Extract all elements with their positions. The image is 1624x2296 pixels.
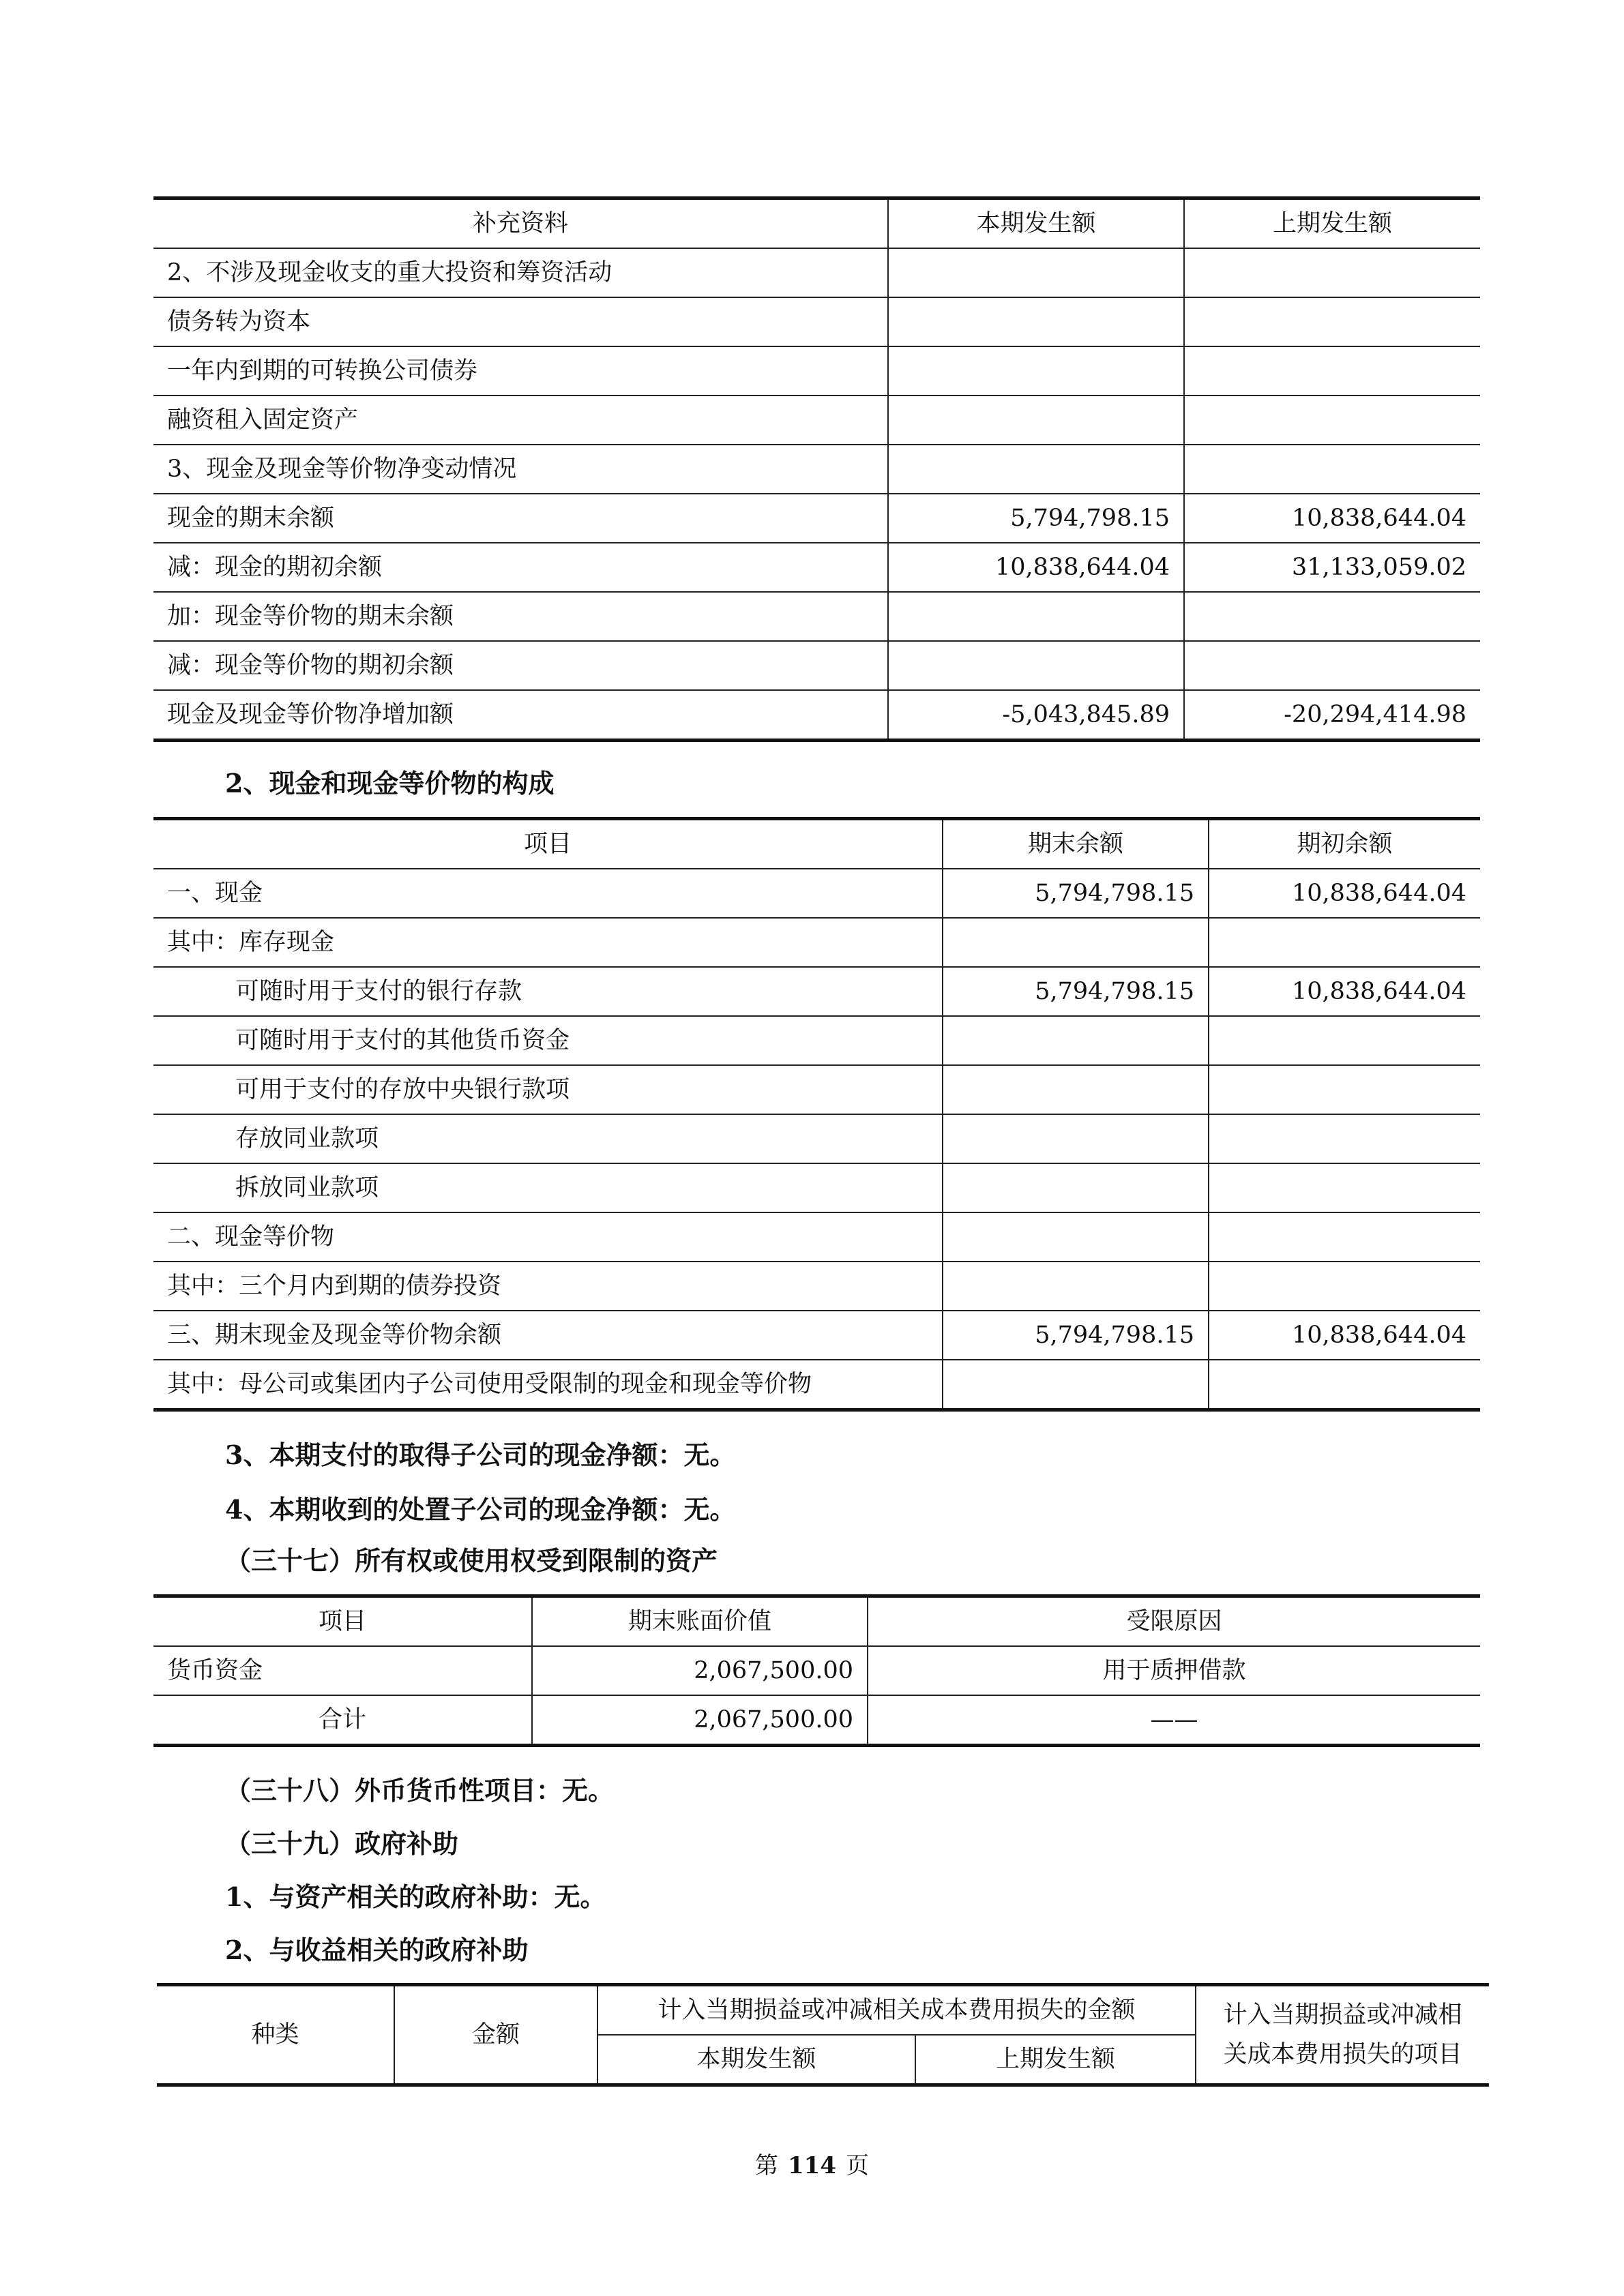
current-period-value — [888, 346, 1184, 396]
row-label: 一年内到期的可转换公司债券 — [153, 346, 888, 396]
row-label: 可随时用于支付的其他货币资金 — [153, 1016, 943, 1065]
prior-period-value: -20,294,414.98 — [1184, 690, 1480, 741]
ending-balance — [943, 1016, 1209, 1065]
header-cell: 受限原因 — [868, 1596, 1480, 1647]
ending-balance: 5,794,798.15 — [943, 869, 1209, 918]
table-row — [153, 641, 1480, 690]
header-cell: 期末余额 — [943, 819, 1209, 869]
prior-period-value — [1184, 445, 1480, 494]
header-group: 计入当期损益或冲减相关成本费用损失的金额 — [597, 1985, 1196, 2036]
header-cell: 补充资料 — [153, 198, 888, 249]
header-item-line1: 计入当期损益或冲减相 — [1223, 2001, 1462, 2029]
current-period-value: -5,043,845.89 — [888, 690, 1184, 741]
row-label: 三、期末现金及现金等价物余额 — [153, 1311, 943, 1360]
header-cell: 上期发生额 — [1184, 198, 1480, 249]
header-cell: 项目 — [153, 1596, 532, 1647]
row-label: 现金的期末余额 — [153, 494, 888, 543]
row-label: 融资租入固定资产 — [153, 396, 888, 445]
section-heading: 1、与资产相关的政府补助：无。 — [225, 1881, 606, 1912]
opening-balance: 10,838,644.04 — [1209, 1311, 1480, 1360]
header-item-line2: 关成本费用损失的项目 — [1223, 2041, 1462, 2068]
current-period-value — [888, 396, 1184, 445]
row-label: 减：现金的期初余额 — [153, 543, 888, 592]
header-type: 种类 — [157, 1985, 394, 2085]
row-label: 债务转为资本 — [153, 297, 888, 346]
opening-balance — [1209, 1163, 1480, 1212]
row-label: 货币资金 — [153, 1646, 532, 1695]
row-label: 3、现金及现金等价物净变动情况 — [153, 445, 888, 494]
table-row — [153, 1262, 1480, 1311]
page-number: 114 — [788, 2152, 836, 2179]
header-cell: 项目 — [153, 819, 943, 869]
prior-period-value: 31,133,059.02 — [1184, 543, 1480, 592]
current-period-value — [888, 592, 1184, 641]
ending-balance — [943, 1163, 1209, 1212]
book-value: 2,067,500.00 — [532, 1695, 868, 1746]
section-heading: （三十九）政府补助 — [225, 1828, 459, 1859]
row-label: 加：现金等价物的期末余额 — [153, 592, 888, 641]
prior-period-value — [1184, 248, 1480, 297]
ending-balance — [943, 1065, 1209, 1114]
section-heading: 2、现金和现金等价物的构成 — [225, 768, 555, 799]
opening-balance — [1209, 1360, 1480, 1410]
header-prior-period: 上期发生额 — [915, 2035, 1196, 2085]
page-footer — [0, 2147, 1624, 2180]
table-row — [153, 445, 1480, 494]
prior-period-value — [1184, 592, 1480, 641]
table-row — [153, 1114, 1480, 1163]
opening-balance — [1209, 1065, 1480, 1114]
prior-period-value — [1184, 297, 1480, 346]
restricted-assets-table — [153, 1594, 1480, 1747]
current-period-value: 10,838,644.04 — [888, 543, 1184, 592]
opening-balance: 10,838,644.04 — [1209, 869, 1480, 918]
row-label: 2、不涉及现金收支的重大投资和筹资活动 — [153, 248, 888, 297]
section-heading: 3、本期支付的取得子公司的现金净额：无。 — [225, 1440, 736, 1470]
opening-balance — [1209, 1262, 1480, 1311]
table-row — [153, 1016, 1480, 1065]
table-row — [153, 248, 1480, 297]
restriction-reason: 用于质押借款 — [868, 1646, 1480, 1695]
table-row — [153, 869, 1480, 918]
row-label: 二、现金等价物 — [153, 1212, 943, 1262]
header-cell: 期初余额 — [1209, 819, 1480, 869]
section-heading: 4、本期收到的处置子公司的现金净额：无。 — [225, 1494, 736, 1525]
row-label: 拆放同业款项 — [153, 1163, 943, 1212]
current-period-value — [888, 248, 1184, 297]
table-row — [153, 1212, 1480, 1262]
table-row — [153, 1311, 1480, 1360]
ending-balance — [943, 1360, 1209, 1410]
header-item — [1196, 1985, 1489, 2085]
current-period-value — [888, 297, 1184, 346]
row-label: 存放同业款项 — [153, 1114, 943, 1163]
table-header-row — [157, 1985, 1489, 2036]
cash-composition-table — [153, 817, 1480, 1412]
opening-balance — [1209, 1212, 1480, 1262]
table-row — [153, 1360, 1480, 1410]
row-label: 现金及现金等价物净增加额 — [153, 690, 888, 741]
supplementary-cashflow-table — [153, 196, 1480, 742]
row-label: 一、现金 — [153, 869, 943, 918]
header-amount: 金额 — [394, 1985, 597, 2085]
section-heading: （三十八）外币货币性项目：无。 — [225, 1775, 615, 1806]
ending-balance — [943, 1262, 1209, 1311]
table-header-row — [153, 1596, 1480, 1647]
page-suffix: 页 — [845, 2152, 869, 2179]
section-heading: 2、与收益相关的政府补助 — [225, 1935, 529, 1965]
row-label: 其中：母公司或集团内子公司使用受限制的现金和现金等价物 — [153, 1360, 943, 1410]
prior-period-value — [1184, 641, 1480, 690]
table-header-row — [153, 819, 1480, 869]
ending-balance: 5,794,798.15 — [943, 967, 1209, 1016]
table-row — [153, 918, 1480, 967]
opening-balance — [1209, 918, 1480, 967]
table-row — [153, 967, 1480, 1016]
opening-balance — [1209, 1114, 1480, 1163]
header-cell: 本期发生额 — [888, 198, 1184, 249]
table-row — [153, 1065, 1480, 1114]
table-row — [153, 1695, 1480, 1746]
table-row — [153, 346, 1480, 396]
prior-period-value — [1184, 396, 1480, 445]
ending-balance — [943, 1212, 1209, 1262]
current-period-value — [888, 641, 1184, 690]
table-header-row — [153, 198, 1480, 249]
government-grants-table — [157, 1983, 1489, 2087]
row-label: 合计 — [153, 1695, 532, 1746]
table-row — [153, 494, 1480, 543]
table-row — [153, 1646, 1480, 1695]
restriction-reason: —— — [868, 1695, 1480, 1746]
table-row — [153, 690, 1480, 741]
table-row — [153, 1163, 1480, 1212]
section-heading: （三十七）所有权或使用权受到限制的资产 — [225, 1545, 718, 1576]
table-row — [153, 592, 1480, 641]
ending-balance — [943, 918, 1209, 967]
row-label: 可随时用于支付的银行存款 — [153, 967, 943, 1016]
table-row — [153, 396, 1480, 445]
prior-period-value: 10,838,644.04 — [1184, 494, 1480, 543]
row-label: 可用于支付的存放中央银行款项 — [153, 1065, 943, 1114]
row-label: 其中：库存现金 — [153, 918, 943, 967]
header-current-period: 本期发生额 — [597, 2035, 915, 2085]
ending-balance — [943, 1114, 1209, 1163]
table-row — [153, 297, 1480, 346]
table-row — [153, 543, 1480, 592]
opening-balance — [1209, 1016, 1480, 1065]
ending-balance: 5,794,798.15 — [943, 1311, 1209, 1360]
page-prefix: 第 — [755, 2152, 778, 2179]
opening-balance: 10,838,644.04 — [1209, 967, 1480, 1016]
current-period-value — [888, 445, 1184, 494]
row-label: 减：现金等价物的期初余额 — [153, 641, 888, 690]
row-label: 其中：三个月内到期的债券投资 — [153, 1262, 943, 1311]
book-value: 2,067,500.00 — [532, 1646, 868, 1695]
prior-period-value — [1184, 346, 1480, 396]
current-period-value: 5,794,798.15 — [888, 494, 1184, 543]
header-cell: 期末账面价值 — [532, 1596, 868, 1647]
